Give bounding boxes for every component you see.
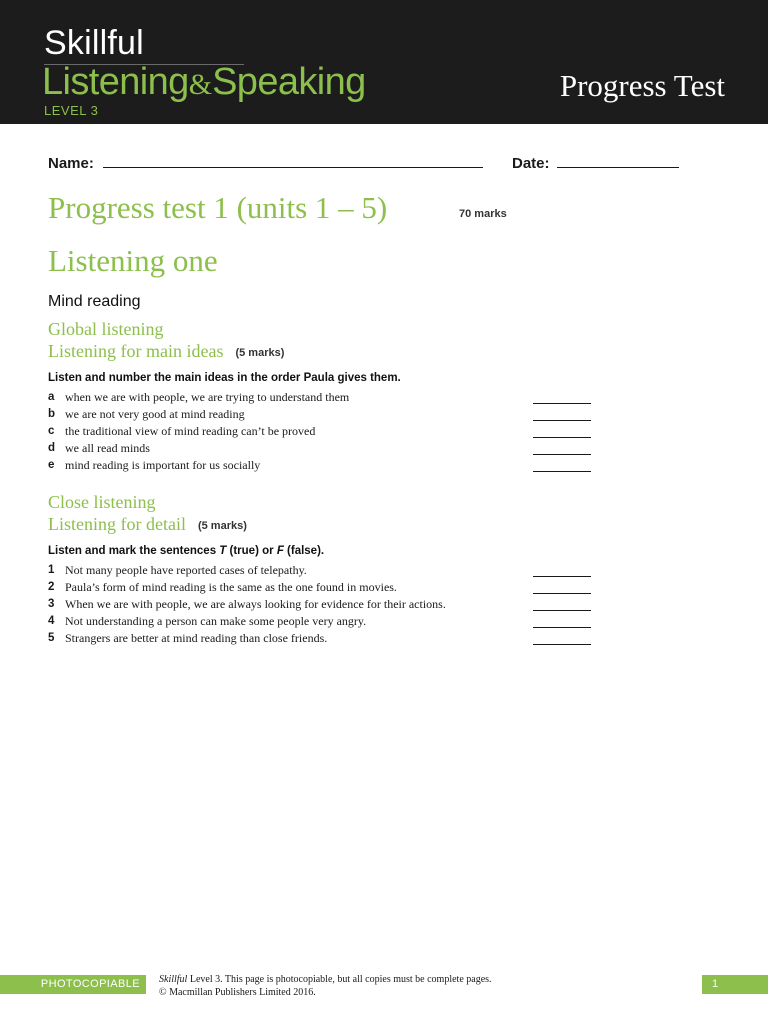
item-label: 3 — [48, 598, 55, 610]
brand-ampersand: & — [188, 68, 213, 101]
list-item — [48, 562, 608, 579]
name-label: Name: — [48, 155, 94, 172]
global-listening-heading: Global listening — [48, 319, 164, 339]
item-label: 2 — [48, 581, 55, 593]
section-title: Listening one — [48, 243, 218, 278]
test-title: Progress test 1 (units 1 – 5) — [48, 190, 388, 225]
header-banner — [0, 0, 768, 124]
detail-title: Listening for detail — [48, 514, 186, 534]
answer-line[interactable] — [533, 403, 591, 404]
item-label: d — [48, 442, 56, 454]
main-ideas-title: Listening for main ideas — [48, 341, 224, 361]
copyright-notice — [159, 973, 492, 999]
brand-level: LEVEL 3 — [44, 103, 99, 118]
list-item — [48, 596, 608, 613]
header-title: Progress Test — [559, 68, 725, 103]
brand-listening-speaking — [42, 61, 366, 104]
false-letter: F — [276, 545, 284, 557]
close-listening-heading: Close listening — [48, 492, 156, 512]
instruction-text: (false). — [283, 545, 325, 557]
item-label: a — [48, 391, 55, 403]
list-item — [48, 406, 608, 423]
list-item — [48, 579, 608, 596]
list-item — [48, 423, 608, 440]
item-text: Not many people have reported cases of telepathy. — [65, 563, 307, 577]
item-text: Not understanding a person can make some people very angry. — [65, 614, 367, 628]
list-item — [48, 630, 608, 647]
detail-list — [48, 562, 608, 647]
photocopiable-badge: PHOTOCOPIABLE — [0, 975, 146, 994]
item-label: b — [48, 408, 56, 420]
brand-skillful: Skillful — [44, 24, 144, 62]
date-field[interactable] — [557, 167, 679, 168]
footer-brand: Skillful — [159, 974, 188, 985]
answer-line[interactable] — [533, 593, 591, 594]
main-ideas-list — [48, 389, 608, 474]
list-item — [48, 457, 608, 474]
copyright-line-1 — [159, 973, 492, 986]
item-label: e — [48, 459, 55, 471]
list-item — [48, 613, 608, 630]
item-label: 5 — [48, 632, 55, 644]
date-label: Date: — [512, 155, 550, 172]
detail-heading — [48, 514, 247, 535]
answer-line[interactable] — [533, 627, 591, 628]
item-text: Paula’s form of mind reading is the same as the one found in movies. — [65, 580, 397, 594]
item-text: Strangers are better at mind reading than close friends. — [65, 631, 328, 645]
total-marks: 70 marks — [459, 208, 507, 220]
section-subtitle: Mind reading — [48, 293, 141, 310]
answer-line[interactable] — [533, 471, 591, 472]
answer-line[interactable] — [533, 437, 591, 438]
answer-line[interactable] — [533, 420, 591, 421]
answer-line[interactable] — [533, 610, 591, 611]
instruction-text: (true) or — [226, 545, 277, 557]
answer-line[interactable] — [533, 454, 591, 455]
name-field[interactable] — [103, 167, 483, 168]
item-text: When we are with people, we are always looking for evidence for their actions. — [65, 597, 446, 611]
detail-marks: (5 marks) — [197, 520, 247, 532]
item-label: c — [48, 425, 55, 437]
item-text: mind reading is important for us socially — [65, 458, 261, 472]
item-text: we all read minds — [65, 441, 150, 455]
list-item — [48, 440, 608, 457]
page-number: 1 — [702, 975, 768, 994]
instruction-text: Listen and mark the sentences — [48, 545, 220, 557]
main-ideas-instruction: Listen and number the main ideas in the order Paula gives them. — [48, 372, 401, 384]
answer-line[interactable] — [533, 644, 591, 645]
item-label: 4 — [48, 615, 55, 627]
brand-word-listening: Listening — [42, 61, 189, 103]
true-letter: T — [219, 545, 227, 557]
main-ideas-heading — [48, 341, 284, 362]
main-ideas-marks: (5 marks) — [235, 347, 285, 359]
detail-instruction — [48, 545, 324, 557]
copyright-line-2: © Macmillan Publishers Limited 2016. — [159, 987, 316, 998]
footer-text: Level 3. This page is photocopiable, but all copies must be complete pages. — [187, 974, 492, 985]
item-label: 1 — [48, 564, 55, 576]
item-text: the traditional view of mind reading can’t be proved — [65, 424, 316, 438]
item-text: we are not very good at mind reading — [65, 407, 245, 421]
item-text: when we are with people, we are trying to understand them — [65, 390, 350, 404]
list-item — [48, 389, 608, 406]
answer-line[interactable] — [533, 576, 591, 577]
brand-word-speaking: Speaking — [212, 61, 366, 103]
